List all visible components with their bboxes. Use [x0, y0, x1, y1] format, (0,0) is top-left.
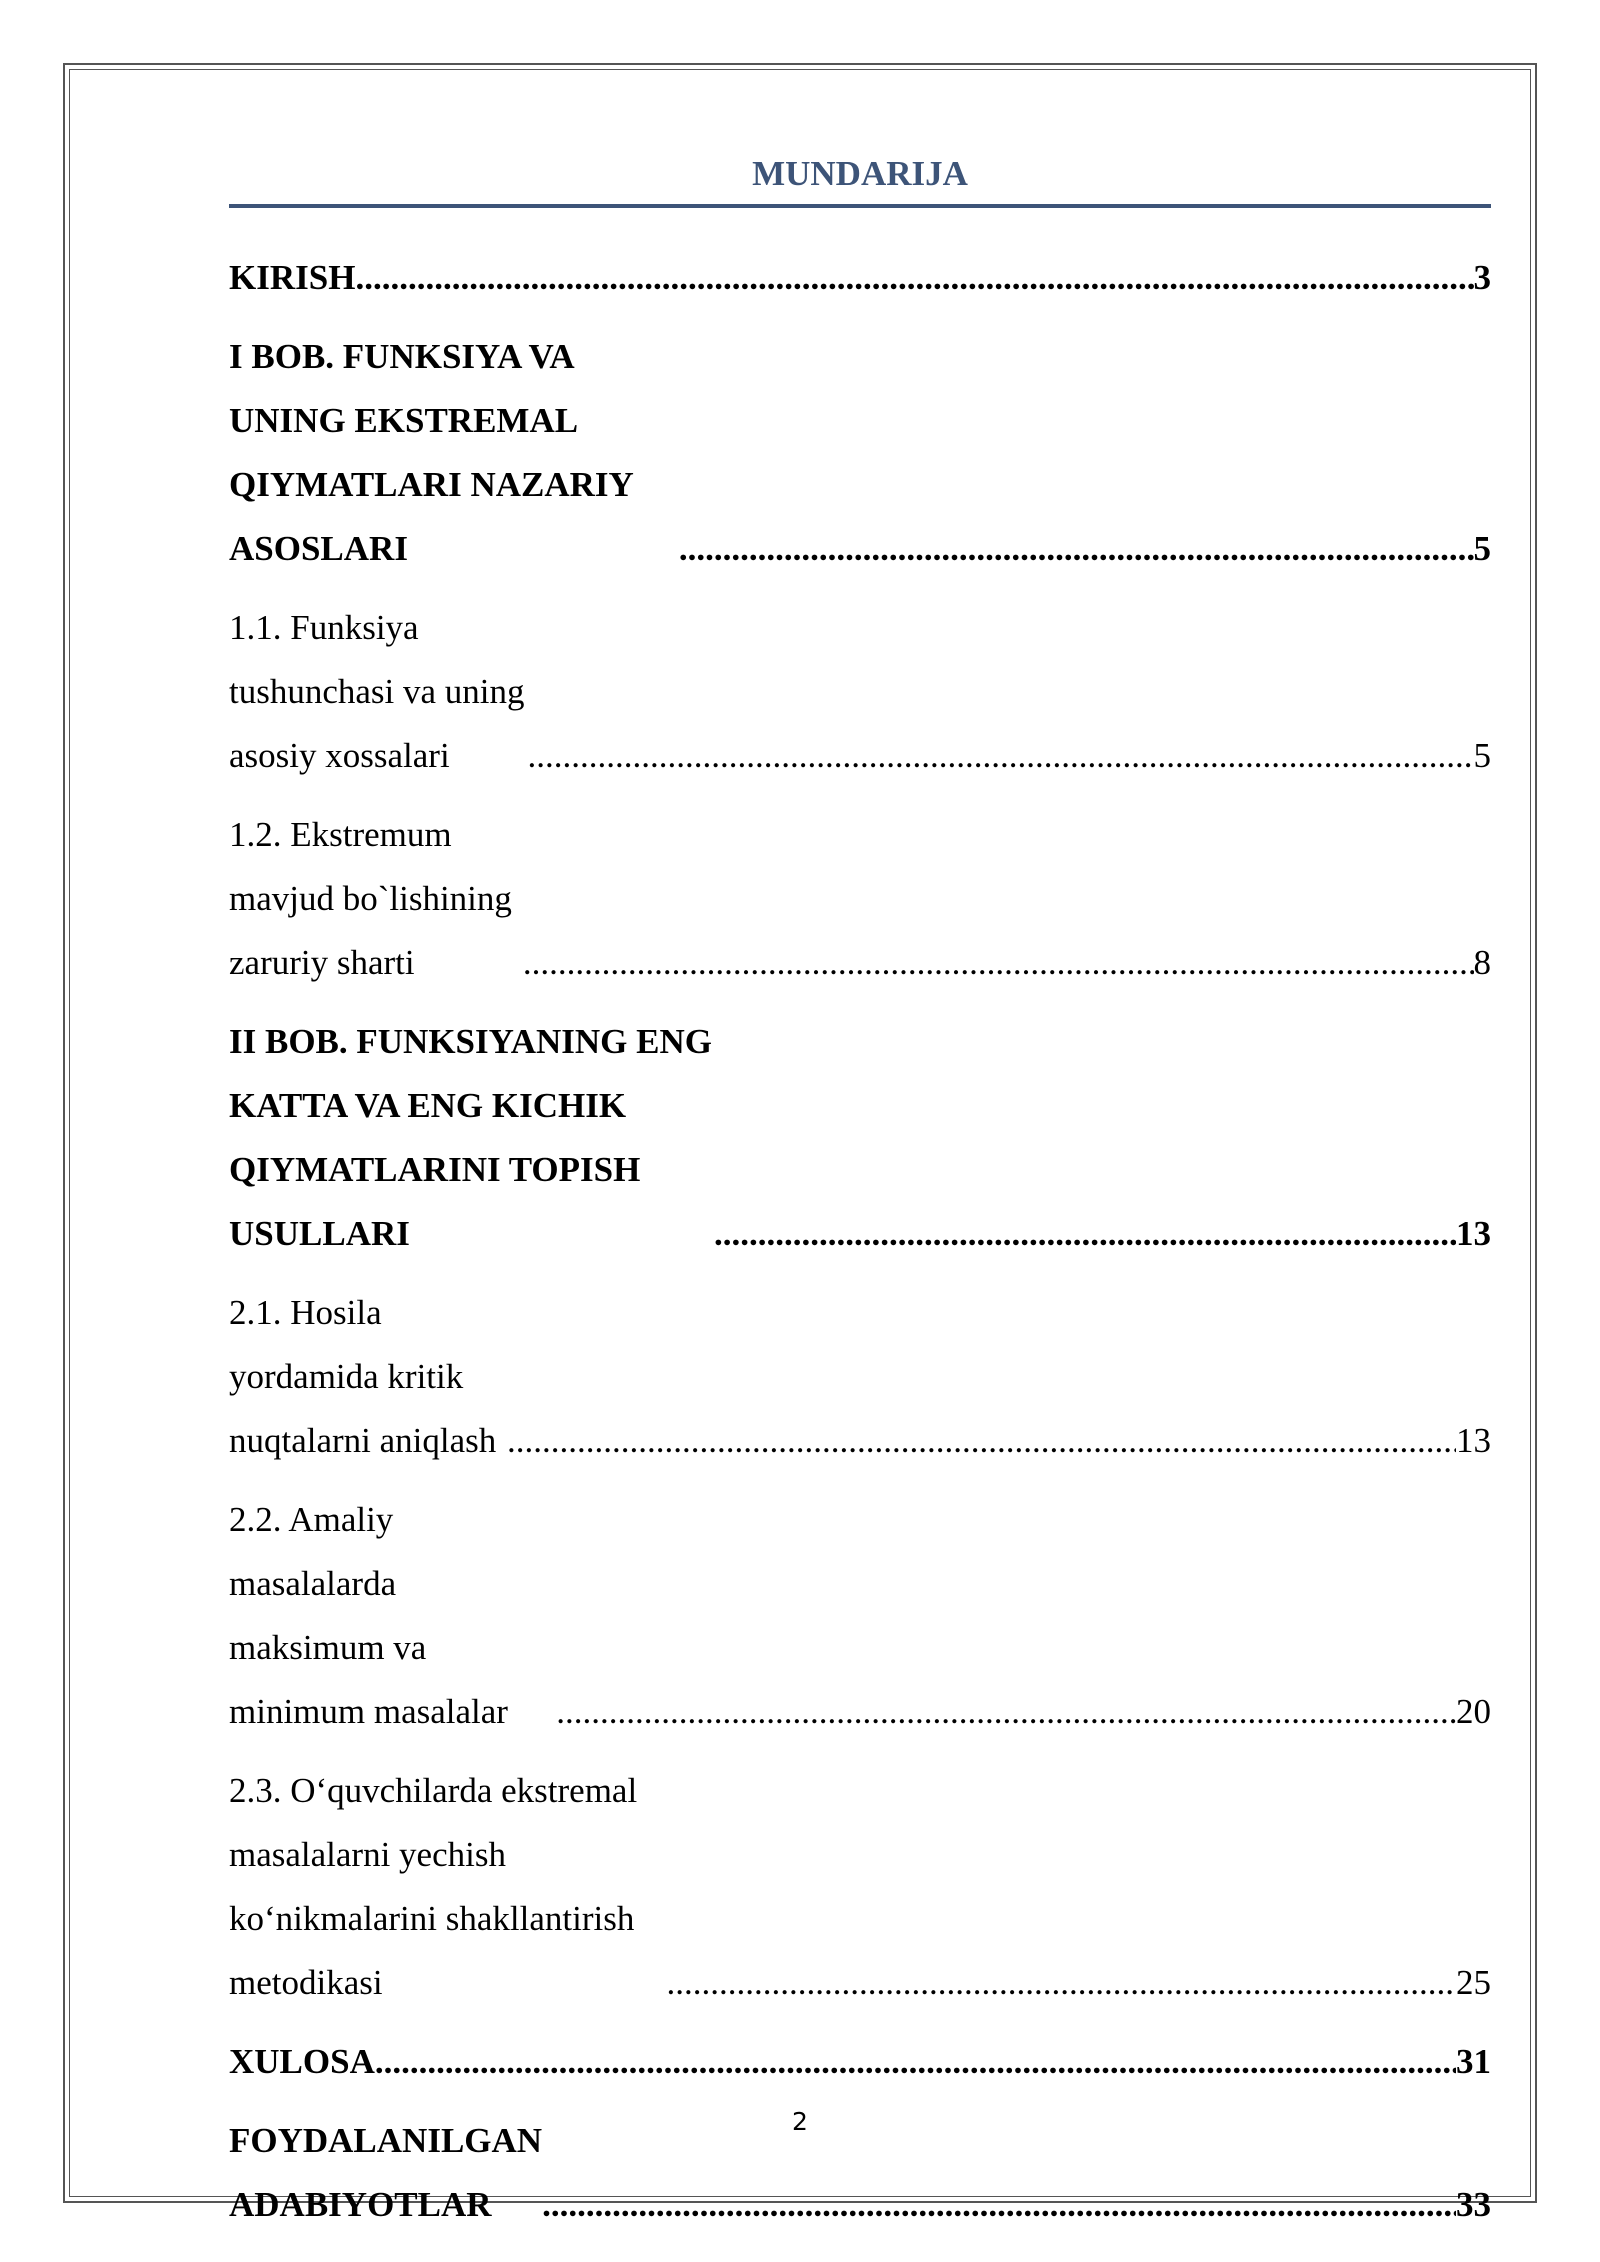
- toc-entry-page: 25: [1456, 1963, 1491, 2002]
- toc-entry-label: 2.3. O‘quvchilarda ekstremal masalalarni yechish ko‘nikmalarini shakllantirish metodikasi: [229, 1771, 638, 2002]
- toc-entry-label: 2.2. Amaliy masalalarda maksimum va minimum masalalar: [229, 1500, 508, 1731]
- toc-entry-section-1-2[interactable]: [229, 803, 1491, 995]
- toc-leader-dots: [355, 246, 1473, 310]
- toc-leader-dots: [542, 2173, 1456, 2237]
- toc-entry-xulosa[interactable]: [229, 2030, 1491, 2094]
- toc-leader-dots: [507, 1409, 1456, 1473]
- toc-entry-label: I BOB. FUNKSIYA VA UNING EKSTREMAL QIYMATLARI NAZARIY ASOSLARI: [229, 337, 633, 568]
- toc-leader-dots: [556, 1680, 1456, 1744]
- toc-leader-dots: [666, 1951, 1456, 2015]
- toc-title: MUNDARIJA: [229, 150, 1491, 208]
- table-of-contents: [229, 246, 1491, 2237]
- toc-entry-section-2-2[interactable]: [229, 1488, 1491, 1744]
- toc-entry-page: 5: [1473, 736, 1491, 775]
- toc-entry-page: 5: [1473, 529, 1491, 568]
- toc-leader-dots: [679, 517, 1474, 581]
- toc-entry-label: XULOSA: [229, 2042, 375, 2081]
- page-number: 2: [792, 2107, 808, 2136]
- toc-entry-page: 33: [1456, 2185, 1491, 2224]
- toc-entry-kirish[interactable]: [229, 246, 1491, 310]
- toc-entry-section-2-3[interactable]: [229, 1759, 1491, 2015]
- toc-entry-page: 13: [1456, 1421, 1491, 1460]
- toc-entry-chapter-2[interactable]: [229, 1010, 1491, 1266]
- toc-entry-label: 2.1. Hosila yordamida kritik nuqtalarni aniqlash: [229, 1293, 497, 1460]
- toc-leader-dots: [523, 931, 1474, 995]
- toc-entry-section-2-1[interactable]: [229, 1281, 1491, 1473]
- toc-entry-page: 8: [1473, 943, 1491, 982]
- toc-entry-label: II BOB. FUNKSIYANING ENG KATTA VA ENG KICHIK QIYMATLARINI TOPISH USULLARI: [229, 1022, 712, 1253]
- toc-leader-dots: [527, 724, 1473, 788]
- toc-leader-dots: [375, 2030, 1456, 2094]
- toc-entry-label: 1.1. Funksiya tushunchasi va uning asosiy xossalari: [229, 608, 525, 775]
- toc-entry-page: 20: [1456, 1692, 1491, 1731]
- toc-entry-page: 31: [1456, 2042, 1491, 2081]
- toc-entry-chapter-1[interactable]: [229, 325, 1491, 581]
- toc-entry-page: 13: [1456, 1214, 1491, 1253]
- document-content: [229, 150, 1491, 2252]
- toc-entry-label: 1.2. Ekstremum mavjud bo`lishining zaruriy sharti: [229, 815, 512, 982]
- toc-entry-page: 3: [1473, 258, 1491, 297]
- toc-entry-section-1-1[interactable]: [229, 596, 1491, 788]
- toc-entry-label: FOYDALANILGAN ADABIYOTLAR: [229, 2121, 543, 2224]
- toc-entry-label: KIRISH: [229, 258, 356, 297]
- toc-leader-dots: [714, 1202, 1456, 1266]
